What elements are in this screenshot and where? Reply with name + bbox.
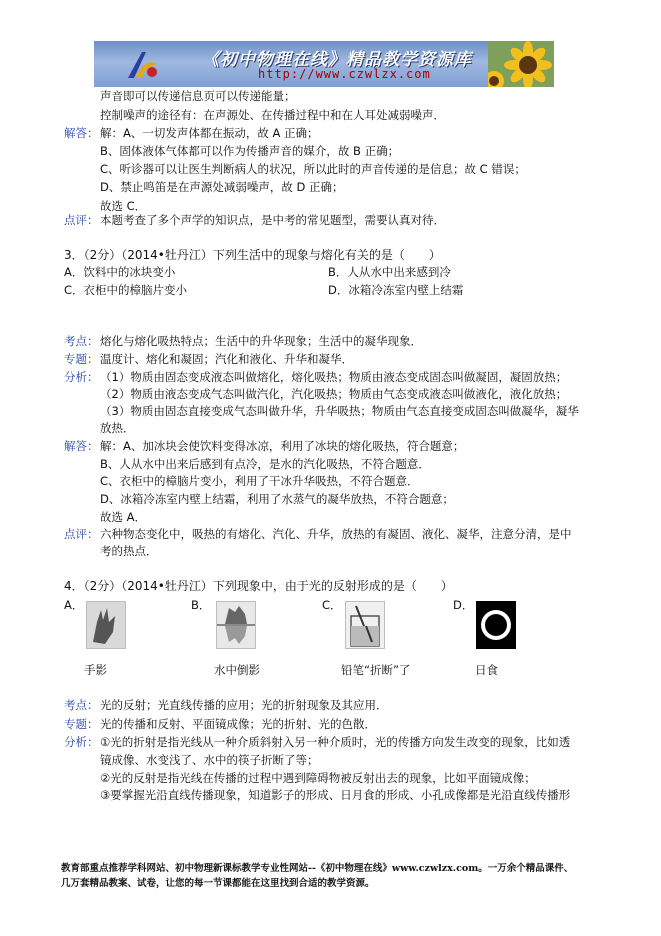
hand-shadow-icon bbox=[87, 602, 125, 648]
fenxi-line: ①光的折射是指光线从一种介质斜射入另一种介质时，光的传播方向发生改变的现象，比如透 bbox=[100, 735, 571, 749]
option-a-caption: 手影 bbox=[84, 663, 107, 677]
option-c-letter: C． bbox=[322, 598, 342, 612]
option-c-caption: 铅笔“折断”了 bbox=[341, 663, 411, 677]
answer-line: 故选 C． bbox=[100, 199, 147, 213]
option-d[interactable]: D．冰箱冷冻室内壁上结霜 bbox=[328, 283, 464, 297]
answer-line: C、听诊器可以让医生判断病人的状况，所以此时的声音传递的是信息；故 C 错误； bbox=[100, 162, 526, 176]
question-stem: 4．（2分）（2014•牡丹江）下列现象中，由于光的反射形成的是（ ） bbox=[64, 579, 453, 593]
option-a-letter: A． bbox=[64, 598, 84, 612]
kaodian-text: 熔化与熔化吸热特点；生活中的升华现象；生活中的凝华现象． bbox=[100, 334, 422, 348]
fenxi-line: ②光的反射是指光线在传播的过程中遇到障碍物被反射出去的现象，比如平面镜成像； bbox=[100, 771, 536, 785]
text-line: 控制噪声的途径有：在声源处、在传播过程中和在人耳处减弱噪声． bbox=[100, 108, 445, 122]
fenxi-label: 分析： bbox=[64, 370, 99, 384]
text-line: 声音即可以传递信息页可以传递能量； bbox=[100, 89, 296, 103]
solar-eclipse-image[interactable] bbox=[476, 601, 516, 649]
fenxi-line: （2）物质由液态变成气态叫做汽化，汽化吸热；物质由气态变成液态叫做液化，液化放热； bbox=[100, 387, 568, 401]
answer-line: D、禁止鸣笛是在声源处减弱噪声，故 D 正确； bbox=[100, 180, 344, 194]
zhuanti-text: 温度计、熔化和凝固；汽化和液化、升华和凝华． bbox=[100, 352, 353, 366]
comment-line: 六种物态变化中，吸热的有熔化、汽化、升华，放热的有凝固、液化、凝华，注意分清，是中 bbox=[100, 527, 572, 541]
zhuanti-text: 光的传播和反射、平面镜成像；光的折射、光的色散． bbox=[100, 717, 376, 731]
sunflower-icon bbox=[488, 41, 554, 87]
comment-text: 本题考查了多个声学的知识点，是中考的常见题型，需要认真对待． bbox=[100, 213, 445, 227]
fenxi-label: 分析： bbox=[64, 735, 99, 749]
kaodian-label: 考点： bbox=[64, 334, 99, 348]
comment-line: 考的热点． bbox=[100, 544, 158, 558]
kaodian-label: 考点： bbox=[64, 698, 99, 712]
footer-line: 教育部重点推荐学科网站、初中物理新课标教学专业性网站--《初中物理在线》www.czwlzx.com。一万余个精品课件、 bbox=[61, 863, 574, 874]
option-d-letter: D． bbox=[453, 598, 474, 612]
answer-label: 解答： bbox=[64, 126, 99, 140]
answer-line: B、人从水中出来后感到有点冷，是水的汽化吸热，不符合题意． bbox=[100, 457, 430, 471]
answer-label: 解答： bbox=[64, 439, 99, 453]
pencil-glass-icon bbox=[346, 602, 384, 648]
site-logo-icon bbox=[124, 50, 160, 80]
fenxi-line: （3）物质由固态直接变成气态叫做升华，升华吸热；物质由气态直接变成固态叫做凝华，凝华 bbox=[100, 404, 579, 418]
comment-label: 点评： bbox=[64, 527, 99, 541]
water-reflection-image[interactable] bbox=[216, 601, 256, 649]
fenxi-line: ③要掌握光沿直线传播现象，知道影子的形成、日月食的形成、小孔成像都是光沿直线传播形 bbox=[100, 788, 571, 802]
banner-title: 《初中物理在线》精品教学资源库 bbox=[202, 50, 472, 70]
zhuanti-label: 专题： bbox=[64, 717, 99, 731]
answer-line: 故选 A． bbox=[100, 510, 147, 524]
fenxi-line: （1）物质由固态变成液态叫做熔化，熔化吸热；物质由液态变成固态叫做凝固，凝固放热； bbox=[100, 370, 568, 384]
answer-line: D、冰箱冷冻室内壁上结霜，利用了水蒸气的凝华放热，不符合题意； bbox=[100, 492, 454, 506]
footer-line: 几万套精品教案、试卷，让您的每一节课都能在这里找到合适的教学资源。 bbox=[61, 878, 375, 889]
answer-line: 解：A、一切发声体都在振动，故 A 正确； bbox=[100, 126, 319, 140]
hand-shadow-image[interactable] bbox=[86, 601, 126, 649]
answer-line: 解：A、加冰块会使饮料变得冰凉，利用了冰块的熔化吸热，符合题意； bbox=[100, 439, 465, 453]
comment-label: 点评： bbox=[64, 213, 99, 227]
option-b[interactable]: B．人从水中出来感到冷 bbox=[328, 265, 451, 279]
kaodian-text: 光的反射；光直线传播的应用；光的折射现象及其应用． bbox=[100, 698, 388, 712]
option-b-caption: 水中倒影 bbox=[214, 663, 260, 677]
fenxi-line: 镜成像、水变浅了、水中的筷子折断了等； bbox=[100, 753, 319, 767]
answer-line: B、固体液体气体都可以作为传播声音的媒介，故 B 正确； bbox=[100, 144, 400, 158]
reflection-icon bbox=[217, 602, 255, 648]
option-a[interactable]: A．饮料中的冰块变小 bbox=[64, 265, 176, 279]
eclipse-icon bbox=[477, 602, 515, 648]
pencil-in-water-image[interactable] bbox=[345, 601, 385, 649]
header-banner bbox=[94, 41, 554, 87]
question-stem: 3．（2分）（2014•牡丹江）下列生活中的现象与熔化有关的是（ ） bbox=[64, 248, 441, 262]
answer-line: C、衣柜中的樟脑片变小，利用了干冰升华吸热，不符合题意． bbox=[100, 474, 419, 488]
banner-url[interactable]: http://www.czwlzx.com bbox=[258, 67, 431, 81]
option-b-letter: B． bbox=[191, 598, 211, 612]
zhuanti-label: 专题： bbox=[64, 352, 99, 366]
option-d-caption: 日食 bbox=[475, 663, 498, 677]
option-c[interactable]: C．衣柜中的樟脑片变小 bbox=[64, 283, 188, 297]
fenxi-line: 放热． bbox=[100, 421, 135, 435]
